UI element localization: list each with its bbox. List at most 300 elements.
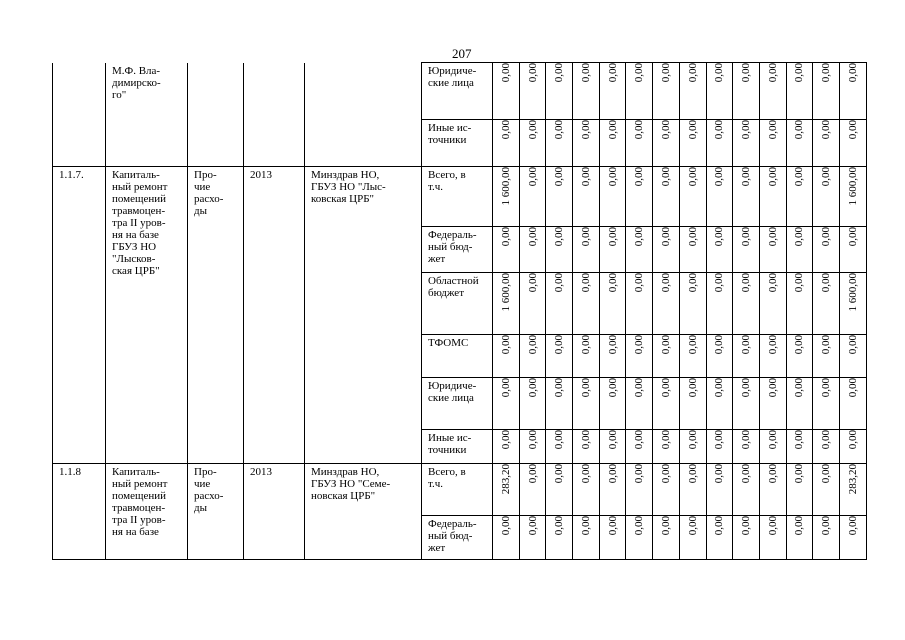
amount-value: 0,00 (686, 430, 699, 450)
value-cell (519, 227, 546, 273)
funding-source: Юридиче- ские лица (428, 65, 477, 89)
value-cell (573, 63, 600, 120)
funding-source: Иные ис- точники (428, 432, 472, 456)
item-executor-cell (305, 167, 422, 464)
amount-value: 0,00 (553, 227, 566, 247)
value-cell (839, 464, 866, 516)
value-cell (519, 464, 546, 516)
funding-source-cell (422, 335, 493, 378)
value-cell (813, 273, 840, 335)
value-cell (653, 378, 680, 430)
value-cell (786, 335, 813, 378)
funding-source-cell (422, 227, 493, 273)
value-cell (786, 464, 813, 516)
amount-value: 0,00 (793, 378, 806, 398)
amount-value: 0,00 (526, 167, 539, 187)
amount-value: 0,00 (633, 120, 646, 140)
amount-value: 0,00 (579, 227, 592, 247)
amount-value: 0,00 (659, 63, 672, 83)
value-cell (759, 63, 786, 120)
amount-value: 0,00 (686, 167, 699, 187)
value-cell (733, 516, 760, 560)
value-cell (786, 516, 813, 560)
funding-source-cell (422, 63, 493, 120)
amount-value: 0,00 (553, 335, 566, 355)
value-cell (786, 430, 813, 464)
amount-value: 0,00 (606, 273, 619, 293)
amount-value: 0,00 (526, 378, 539, 398)
value-cell (653, 464, 680, 516)
value-cell (546, 378, 573, 430)
value-cell (706, 167, 733, 227)
amount-value: 0,00 (606, 63, 619, 83)
value-cell (786, 120, 813, 167)
item-name-cell (106, 464, 188, 560)
value-cell (493, 227, 520, 273)
amount-value: 0,00 (579, 516, 592, 536)
amount-value: 0,00 (846, 335, 859, 355)
value-cell (679, 273, 706, 335)
amount-value: 0,00 (606, 516, 619, 536)
amount-value: 0,00 (846, 516, 859, 536)
amount-value: 0,00 (659, 227, 672, 247)
amount-value: 0,00 (740, 273, 753, 293)
amount-value: 0,00 (740, 516, 753, 536)
amount-value: 283,20 (846, 464, 859, 495)
value-cell (626, 430, 653, 464)
value-cell (813, 516, 840, 560)
expense-type: Про- чие расхо- ды (194, 169, 224, 217)
value-cell (813, 63, 840, 120)
amount-value: 0,00 (633, 464, 646, 484)
value-cell (653, 120, 680, 167)
value-cell (653, 430, 680, 464)
amount-value: 0,00 (766, 335, 779, 355)
value-cell (546, 273, 573, 335)
amount-value: 0,00 (713, 430, 726, 450)
value-cell (706, 464, 733, 516)
value-cell (493, 335, 520, 378)
funding-source-cell (422, 273, 493, 335)
funding-source-cell (422, 120, 493, 167)
value-cell (706, 120, 733, 167)
value-cell (733, 430, 760, 464)
amount-value: 0,00 (606, 120, 619, 140)
value-cell (759, 273, 786, 335)
value-cell (759, 378, 786, 430)
item-number (53, 63, 105, 65)
amount-value: 0,00 (606, 167, 619, 187)
value-cell (733, 378, 760, 430)
amount-value: 1 600,00 (499, 167, 512, 206)
amount-value: 0,00 (659, 516, 672, 536)
amount-value: 0,00 (553, 464, 566, 484)
financing-table (52, 62, 867, 560)
value-cell (626, 167, 653, 227)
value-cell (546, 335, 573, 378)
value-cell (626, 273, 653, 335)
amount-value: 0,00 (846, 430, 859, 450)
amount-value: 0,00 (526, 227, 539, 247)
value-cell (733, 120, 760, 167)
amount-value: 0,00 (713, 167, 726, 187)
expense-type: Про- чие расхо- ды (194, 466, 224, 514)
amount-value: 0,00 (606, 227, 619, 247)
amount-value: 0,00 (633, 430, 646, 450)
amount-value: 0,00 (713, 335, 726, 355)
amount-value: 0,00 (846, 378, 859, 398)
amount-value: 0,00 (659, 273, 672, 293)
value-cell (733, 63, 760, 120)
value-cell (626, 63, 653, 120)
amount-value: 0,00 (820, 378, 833, 398)
amount-value: 0,00 (526, 516, 539, 536)
value-cell (706, 516, 733, 560)
amount-value: 0,00 (686, 227, 699, 247)
amount-value: 0,00 (846, 227, 859, 247)
amount-value: 1 600,00 (846, 273, 859, 312)
value-cell (493, 167, 520, 227)
amount-value: 0,00 (713, 464, 726, 484)
table-row (53, 464, 867, 516)
amount-value: 0,00 (659, 335, 672, 355)
value-cell (573, 227, 600, 273)
funding-source-cell (422, 464, 493, 516)
amount-value: 0,00 (606, 430, 619, 450)
amount-value: 0,00 (793, 120, 806, 140)
value-cell (839, 273, 866, 335)
value-cell (546, 63, 573, 120)
amount-value: 0,00 (766, 227, 779, 247)
amount-value: 0,00 (579, 63, 592, 83)
value-cell (519, 167, 546, 227)
item-year-cell (244, 63, 305, 167)
value-cell (679, 167, 706, 227)
amount-value: 0,00 (499, 516, 512, 536)
amount-value: 0,00 (553, 167, 566, 187)
value-cell (679, 464, 706, 516)
item-number-cell (53, 63, 106, 167)
value-cell (813, 464, 840, 516)
funding-source-cell (422, 167, 493, 227)
value-cell (599, 335, 626, 378)
value-cell (493, 378, 520, 430)
amount-value: 0,00 (526, 120, 539, 140)
amount-value: 0,00 (846, 63, 859, 83)
amount-value: 0,00 (766, 273, 779, 293)
value-cell (573, 464, 600, 516)
amount-value: 0,00 (820, 63, 833, 83)
funding-source: Иные ис- точники (428, 122, 472, 146)
value-cell (706, 430, 733, 464)
amount-value: 0,00 (686, 516, 699, 536)
amount-value: 0,00 (846, 120, 859, 140)
value-cell (813, 167, 840, 227)
amount-value: 0,00 (499, 63, 512, 83)
item-number-cell (53, 464, 106, 560)
value-cell (626, 120, 653, 167)
amount-value: 0,00 (633, 516, 646, 536)
value-cell (786, 167, 813, 227)
value-cell (679, 516, 706, 560)
amount-value: 0,00 (793, 516, 806, 536)
amount-value: 0,00 (740, 464, 753, 484)
amount-value: 0,00 (686, 335, 699, 355)
value-cell (679, 63, 706, 120)
value-cell (653, 335, 680, 378)
amount-value: 0,00 (713, 63, 726, 83)
funding-source: Юридиче- ские лица (428, 380, 477, 404)
amount-value: 0,00 (793, 227, 806, 247)
value-cell (493, 120, 520, 167)
value-cell (599, 167, 626, 227)
amount-value: 0,00 (579, 378, 592, 398)
amount-value: 0,00 (713, 516, 726, 536)
value-cell (839, 516, 866, 560)
value-cell (519, 516, 546, 560)
value-cell (759, 167, 786, 227)
value-cell (679, 430, 706, 464)
value-cell (599, 227, 626, 273)
item-name: М.Ф. Вла- димирско- го" (112, 64, 161, 101)
value-cell (839, 430, 866, 464)
item-name-cell (106, 167, 188, 464)
value-cell (706, 273, 733, 335)
amount-value: 0,00 (633, 167, 646, 187)
amount-value: 0,00 (659, 167, 672, 187)
amount-value: 0,00 (606, 378, 619, 398)
amount-value: 0,00 (713, 120, 726, 140)
amount-value: 0,00 (499, 335, 512, 355)
amount-value: 0,00 (766, 430, 779, 450)
value-cell (786, 378, 813, 430)
expense-type-cell (188, 63, 244, 167)
amount-value: 0,00 (820, 516, 833, 536)
amount-value: 0,00 (659, 120, 672, 140)
amount-value: 0,00 (633, 227, 646, 247)
value-cell (626, 335, 653, 378)
value-cell (653, 227, 680, 273)
amount-value: 0,00 (766, 63, 779, 83)
value-cell (653, 273, 680, 335)
value-cell (573, 430, 600, 464)
value-cell (679, 335, 706, 378)
amount-value: 283,20 (499, 464, 512, 495)
item-executor-cell (305, 63, 422, 167)
value-cell (813, 430, 840, 464)
value-cell (573, 378, 600, 430)
value-cell (759, 335, 786, 378)
amount-value: 0,00 (686, 464, 699, 484)
item-name: Капиталь- ный ремонт помещений травмоцен- тра II уров- ня на базе ГБУЗ НО "Лысков- ская ЦРБ" (112, 169, 168, 277)
value-cell (653, 63, 680, 120)
amount-value: 0,00 (740, 120, 753, 140)
value-cell (839, 120, 866, 167)
value-cell (706, 227, 733, 273)
amount-value: 0,00 (820, 430, 833, 450)
amount-value: 1 600,00 (846, 167, 859, 206)
amount-value: 0,00 (713, 273, 726, 293)
amount-value: 0,00 (579, 335, 592, 355)
amount-value: 0,00 (499, 120, 512, 140)
value-cell (759, 120, 786, 167)
amount-value: 0,00 (686, 273, 699, 293)
funding-source: Областной бюджет (428, 275, 479, 299)
amount-value: 0,00 (553, 63, 566, 83)
value-cell (679, 378, 706, 430)
value-cell (839, 63, 866, 120)
amount-value: 0,00 (793, 430, 806, 450)
funding-source: Всего, в т.ч. (428, 169, 466, 193)
item-name: Капиталь- ный ремонт помещений травмоцен- тра II уров- ня на базе (112, 466, 168, 538)
value-cell (733, 335, 760, 378)
amount-value: 0,00 (526, 63, 539, 83)
value-cell (839, 227, 866, 273)
value-cell (626, 227, 653, 273)
amount-value: 0,00 (553, 273, 566, 293)
funding-source: Федераль- ный бюд- жет (428, 229, 477, 265)
table-row (53, 63, 867, 120)
item-executor-cell (305, 464, 422, 560)
value-cell (679, 227, 706, 273)
value-cell (706, 63, 733, 120)
value-cell (733, 167, 760, 227)
amount-value: 0,00 (793, 273, 806, 293)
funding-source-cell (422, 378, 493, 430)
funding-source: Федераль- ный бюд- жет (428, 518, 477, 554)
amount-value: 0,00 (659, 430, 672, 450)
value-cell (573, 335, 600, 378)
amount-value: 0,00 (553, 120, 566, 140)
amount-value: 0,00 (526, 335, 539, 355)
amount-value: 0,00 (606, 335, 619, 355)
funding-source-cell (422, 516, 493, 560)
amount-value: 0,00 (793, 464, 806, 484)
value-cell (733, 227, 760, 273)
amount-value: 0,00 (526, 464, 539, 484)
value-cell (813, 335, 840, 378)
value-cell (813, 227, 840, 273)
value-cell (786, 273, 813, 335)
amount-value: 0,00 (820, 464, 833, 484)
amount-value: 0,00 (766, 120, 779, 140)
amount-value: 1 600,00 (499, 273, 512, 312)
value-cell (706, 335, 733, 378)
amount-value: 0,00 (820, 273, 833, 293)
value-cell (786, 227, 813, 273)
table-row (53, 167, 867, 227)
amount-value: 0,00 (526, 430, 539, 450)
amount-value: 0,00 (606, 464, 619, 484)
value-cell (493, 63, 520, 120)
value-cell (653, 167, 680, 227)
amount-value: 0,00 (579, 120, 592, 140)
value-cell (626, 516, 653, 560)
amount-value: 0,00 (820, 120, 833, 140)
funding-source: ТФОМС (428, 337, 469, 349)
amount-value: 0,00 (740, 227, 753, 247)
value-cell (599, 63, 626, 120)
item-number-cell (53, 167, 106, 464)
value-cell (546, 227, 573, 273)
amount-value: 0,00 (499, 227, 512, 247)
amount-value: 0,00 (553, 516, 566, 536)
amount-value: 0,00 (553, 430, 566, 450)
value-cell (839, 378, 866, 430)
amount-value: 0,00 (740, 63, 753, 83)
value-cell (599, 120, 626, 167)
amount-value: 0,00 (579, 273, 592, 293)
value-cell (599, 464, 626, 516)
value-cell (573, 273, 600, 335)
amount-value: 0,00 (740, 430, 753, 450)
value-cell (546, 167, 573, 227)
amount-value: 0,00 (793, 63, 806, 83)
amount-value: 0,00 (766, 378, 779, 398)
amount-value: 0,00 (766, 167, 779, 187)
amount-value: 0,00 (713, 227, 726, 247)
value-cell (706, 378, 733, 430)
value-cell (573, 516, 600, 560)
amount-value: 0,00 (820, 167, 833, 187)
value-cell (493, 516, 520, 560)
value-cell (813, 120, 840, 167)
amount-value: 0,00 (499, 430, 512, 450)
value-cell (626, 464, 653, 516)
value-cell (759, 516, 786, 560)
amount-value: 0,00 (766, 464, 779, 484)
value-cell (599, 273, 626, 335)
amount-value: 0,00 (713, 378, 726, 398)
value-cell (626, 378, 653, 430)
value-cell (733, 464, 760, 516)
amount-value: 0,00 (686, 120, 699, 140)
value-cell (599, 430, 626, 464)
value-cell (546, 430, 573, 464)
amount-value: 0,00 (686, 378, 699, 398)
amount-value: 0,00 (526, 273, 539, 293)
amount-value: 0,00 (740, 378, 753, 398)
amount-value: 0,00 (793, 335, 806, 355)
value-cell (839, 335, 866, 378)
value-cell (519, 273, 546, 335)
value-cell (573, 167, 600, 227)
amount-value: 0,00 (553, 378, 566, 398)
amount-value: 0,00 (686, 63, 699, 83)
funding-source: Всего, в т.ч. (428, 466, 466, 490)
page-number: 207 (452, 46, 472, 61)
item-year: 2013 (250, 169, 272, 181)
value-cell (493, 464, 520, 516)
value-cell (546, 120, 573, 167)
amount-value: 0,00 (659, 378, 672, 398)
item-executor: Минздрав НО, ГБУЗ НО "Лыс- ковская ЦРБ" (311, 169, 386, 205)
amount-value: 0,00 (820, 227, 833, 247)
amount-value: 0,00 (820, 335, 833, 355)
value-cell (679, 120, 706, 167)
value-cell (599, 378, 626, 430)
amount-value: 0,00 (579, 430, 592, 450)
value-cell (759, 464, 786, 516)
item-year: 2013 (250, 466, 272, 478)
value-cell (759, 227, 786, 273)
amount-value: 0,00 (579, 464, 592, 484)
amount-value: 0,00 (740, 167, 753, 187)
item-year-cell (244, 167, 305, 464)
value-cell (759, 430, 786, 464)
amount-value: 0,00 (633, 378, 646, 398)
item-number: 1.1.7. (59, 169, 84, 181)
